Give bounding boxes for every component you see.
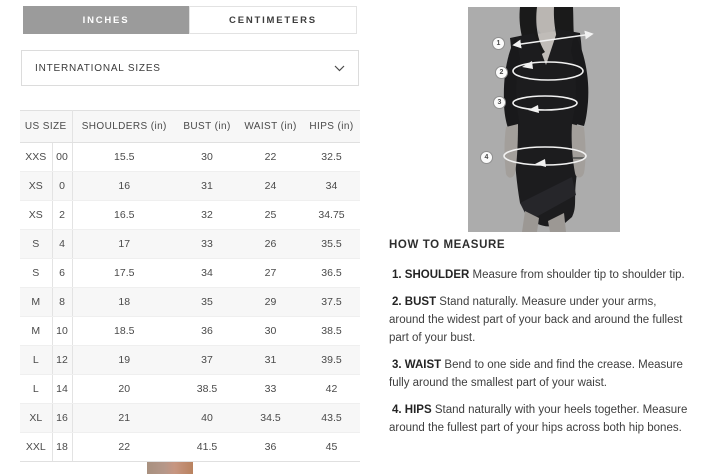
how-to-measure-section [389,239,695,446]
size-table-body [20,143,360,462]
cell-num: 4 [52,230,72,259]
cell-waist: 31 [238,346,303,375]
callout-bust: 2 [495,66,508,79]
international-sizes-select[interactable] [21,50,359,86]
cell-num: 14 [52,375,72,404]
cell-size: XXS [20,143,52,172]
cell-size: XXL [20,433,52,462]
cell-bust: 37 [176,346,238,375]
table-row [20,317,360,346]
cell-waist: 22 [238,143,303,172]
cell-bust: 41.5 [176,433,238,462]
measure-step-bust [389,293,695,347]
how-to-measure-title: HOW TO MEASURE [389,239,506,251]
measurement-diagram-photo [468,7,620,232]
table-row [20,143,360,172]
cell-waist: 36 [238,433,303,462]
table-row [20,172,360,201]
cell-shoulders: 20 [72,375,176,404]
cell-num: 16 [52,404,72,433]
tab-centimeters[interactable]: CENTIMETERS [189,6,357,34]
measure-step-label: 2. BUST [392,296,437,308]
chevron-down-icon [334,65,345,72]
cell-size: M [20,317,52,346]
cell-num: 2 [52,201,72,230]
cell-shoulders: 16.5 [72,201,176,230]
size-chart-table [20,110,360,462]
cell-shoulders: 17.5 [72,259,176,288]
header-hips: HIPS (in) [303,111,360,143]
cell-size: XS [20,172,52,201]
table-row [20,288,360,317]
cell-shoulders: 18.5 [72,317,176,346]
cell-shoulders: 17 [72,230,176,259]
measure-step-label: 4. HIPS [392,404,432,416]
cell-hips: 34 [303,172,360,201]
cell-size: L [20,346,52,375]
header-bust: BUST (in) [176,111,238,143]
cell-size: S [20,259,52,288]
cell-size: M [20,288,52,317]
measure-step-text: Bend to one side and find the crease. Measure fully around the smallest part of your waist. [389,359,683,389]
header-waist: WAIST (in) [238,111,303,143]
cell-hips: 43.5 [303,404,360,433]
callout-waist: 3 [493,96,506,109]
cell-num: 18 [52,433,72,462]
cell-bust: 31 [176,172,238,201]
table-row [20,346,360,375]
cell-bust: 34 [176,259,238,288]
cell-num: 8 [52,288,72,317]
measure-step-text: Stand naturally with your heels together. Measure around the fullest part of your hips across both hip bones. [389,404,688,434]
measure-step-text: Stand naturally. Measure under your arms, around the widest part of your back and around the fullest part of your bust. [389,296,683,344]
cell-shoulders: 19 [72,346,176,375]
cell-waist: 27 [238,259,303,288]
cell-size: XL [20,404,52,433]
cell-waist: 30 [238,317,303,346]
cell-num: 6 [52,259,72,288]
measure-step-hips [389,401,695,437]
measure-step-label: 3. WAIST [392,359,442,371]
cell-hips: 38.5 [303,317,360,346]
cell-num: 10 [52,317,72,346]
cell-hips: 37.5 [303,288,360,317]
measure-step-shoulder [389,266,695,284]
cell-hips: 42 [303,375,360,404]
cell-hips: 34.75 [303,201,360,230]
cell-size: XS [20,201,52,230]
header-shoulders: SHOULDERS (in) [72,111,176,143]
callout-hips: 4 [480,151,493,164]
table-row [20,201,360,230]
table-header-row [20,111,360,143]
cell-waist: 26 [238,230,303,259]
cell-waist: 25 [238,201,303,230]
cell-hips: 45 [303,433,360,462]
cell-bust: 35 [176,288,238,317]
cell-bust: 30 [176,143,238,172]
tab-inches[interactable]: INCHES [23,6,189,34]
cell-bust: 40 [176,404,238,433]
cell-bust: 38.5 [176,375,238,404]
cell-shoulders: 21 [72,404,176,433]
cell-num: 00 [52,143,72,172]
table-row [20,433,360,462]
table-row [20,259,360,288]
cell-hips: 36.5 [303,259,360,288]
international-sizes-label: INTERNATIONAL SIZES [35,62,161,74]
cell-shoulders: 15.5 [72,143,176,172]
measure-step-text: Measure from shoulder tip to shoulder tip. [472,269,685,281]
measure-step-label: 1. SHOULDER [392,269,470,281]
cell-num: 12 [52,346,72,375]
model-illustration [468,7,620,232]
cell-num: 0 [52,172,72,201]
cell-bust: 32 [176,201,238,230]
cell-waist: 29 [238,288,303,317]
cell-hips: 35.5 [303,230,360,259]
callout-shoulder: 1 [492,37,505,50]
measure-step-waist [389,356,695,392]
cell-hips: 39.5 [303,346,360,375]
cell-size: S [20,230,52,259]
cell-shoulders: 16 [72,172,176,201]
table-row [20,375,360,404]
cell-shoulders: 22 [72,433,176,462]
cell-size: L [20,375,52,404]
table-row [20,404,360,433]
cell-hips: 32.5 [303,143,360,172]
table-row [20,230,360,259]
cell-waist: 34.5 [238,404,303,433]
cell-waist: 24 [238,172,303,201]
cell-shoulders: 18 [72,288,176,317]
partial-product-image [147,462,193,474]
cell-waist: 33 [238,375,303,404]
cell-bust: 33 [176,230,238,259]
unit-tabs [23,6,357,34]
header-us-size: US SIZE [20,111,72,143]
cell-bust: 36 [176,317,238,346]
